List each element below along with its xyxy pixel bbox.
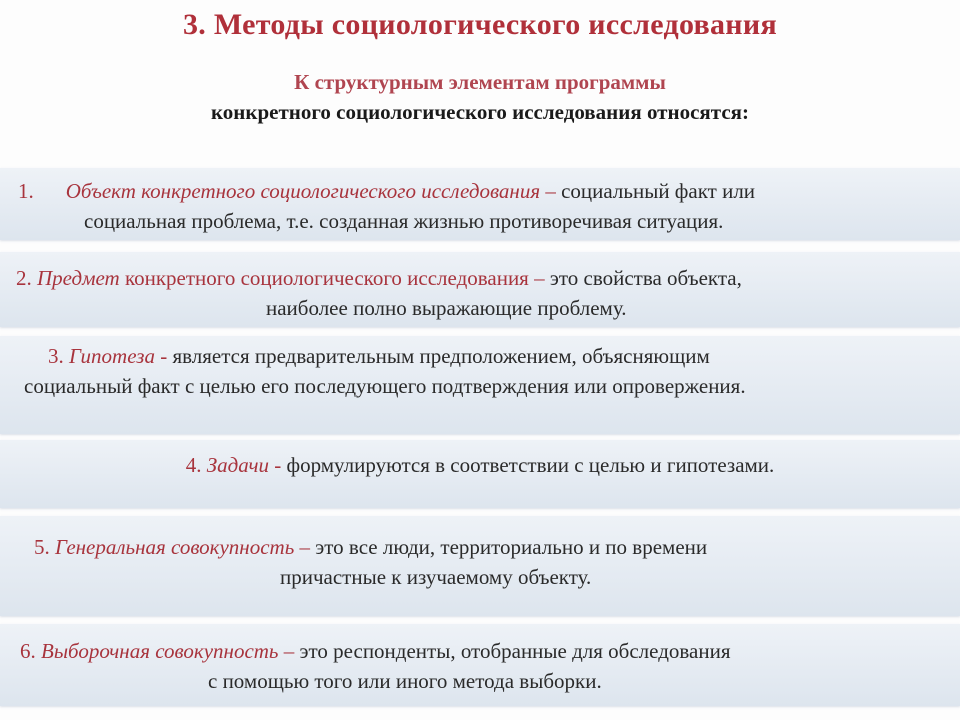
item-text: это респонденты, отобранные для обследования (294, 639, 731, 663)
item-text: это свойства объекта, (544, 266, 742, 290)
item-term-rest: конкретного социологического исследования (119, 266, 529, 290)
slide-title: 3. Методы социологического исследования (182, 8, 778, 41)
item-term: Задачи (206, 453, 269, 477)
item-dash: – (278, 639, 295, 663)
item-text: социальный факт или (555, 179, 756, 203)
item-text-line-2: причастные к изучаемому объекту. (280, 565, 592, 589)
subtitle-line-1: К структурным элементам программы (294, 70, 666, 94)
list-item-object (0, 176, 960, 236)
item-number: 4. (185, 453, 202, 477)
item-term: Выборочная совокупность (41, 639, 279, 663)
item-dash: – (528, 266, 545, 290)
item-term: Гипотеза (69, 344, 155, 368)
item-text: формулируются в соответствии с целью и гипотезами. (281, 453, 775, 477)
item-term: Генеральная совокупность (55, 535, 295, 559)
item-number: 3. (48, 344, 64, 368)
item-text-line-2: наиболее полно выражающие проблему. (266, 296, 627, 320)
item-text-line-2: социальная проблема, т.е. созданная жизнью противоречивая ситуация. (84, 209, 724, 233)
item-term: Объект (65, 179, 136, 203)
item-number: 2. (16, 266, 32, 290)
item-text: это все люди, территориально и по времени (310, 535, 708, 559)
item-dash: – (294, 535, 311, 559)
item-term-rest: конкретного социологического исследования (135, 179, 541, 203)
list-item-general-population (0, 532, 960, 592)
subtitle-line-2: конкретного социологического исследования относятся: (210, 100, 750, 124)
list-item-sample-population (0, 636, 960, 696)
item-text-line-2: с помощью того или иного метода выборки. (208, 669, 602, 693)
list-item-subject (0, 263, 960, 323)
list-item-hypothesis (0, 341, 960, 401)
item-dash: – (540, 179, 556, 203)
item-dash: - (154, 344, 168, 368)
list-item-tasks (0, 450, 960, 480)
item-number: 6. (20, 639, 36, 663)
item-number: 5. (34, 535, 50, 559)
item-number: 1. (18, 179, 34, 203)
item-text-line-2: социальный факт с целью его последующего подтверждения или опровержения. (24, 374, 746, 398)
item-text: является предварительным предположением, объясняющим (167, 344, 710, 368)
item-term: Предмет (37, 266, 120, 290)
item-dash: - (268, 453, 282, 477)
